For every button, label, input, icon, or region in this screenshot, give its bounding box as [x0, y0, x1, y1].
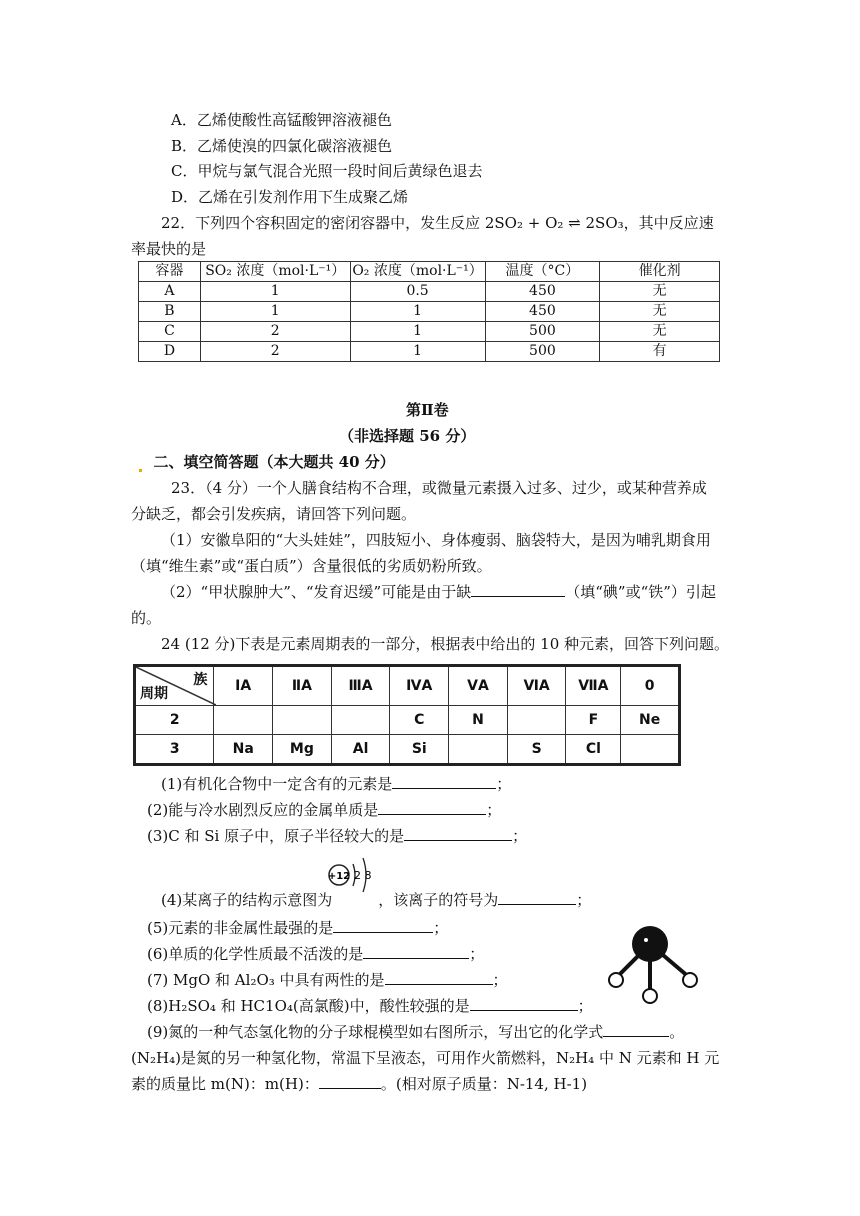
answer-blank[interactable] — [603, 1022, 669, 1037]
q23-intro-line2: 分缺乏，都会引发疾病，请回答下列问题。 — [131, 505, 417, 523]
table-cell: 1 — [350, 342, 485, 362]
table-cell: C — [139, 322, 201, 342]
answer-blank[interactable] — [498, 890, 576, 905]
table-cell: 450 — [485, 282, 600, 302]
group-header-row — [135, 666, 680, 706]
period-row — [135, 735, 680, 765]
q24-5-text: (5)元素的非金属性最强的是 — [147, 919, 334, 937]
element-cell — [273, 706, 332, 735]
q24-8-text: (8)H₂SO₄ 和 HC1O₄(高氯酸)中，酸性较强的是 — [147, 997, 470, 1015]
q24-intro: 24 (12 分)下表是元素周期表的一部分，根据表中给出的 10 种元素，回答下列问题。 — [161, 635, 730, 653]
header-cell: O₂ 浓度（mol·L⁻¹） — [350, 262, 485, 282]
group-header: ⅠA — [214, 666, 273, 706]
period-number: 3 — [135, 735, 214, 765]
q24-7-text: (7) MgO 和 Al₂O₃ 中具有两性的是 — [147, 971, 385, 989]
semicolon: ； — [576, 891, 592, 909]
table-row — [139, 342, 720, 362]
q24-1-text: (1)有机化合物中一定含有的元素是 — [161, 775, 393, 793]
answer-blank[interactable] — [319, 1074, 381, 1089]
element-cell — [214, 706, 273, 735]
semicolon: ； — [577, 997, 593, 1015]
group-label: 族 — [193, 672, 208, 688]
q24-8 — [147, 996, 593, 1016]
table-cell: 2 — [200, 342, 350, 362]
group-header: ⅦA — [566, 666, 621, 706]
q24-6 — [147, 944, 484, 964]
table-cell: 1 — [350, 322, 485, 342]
header-cell: 温度（°C） — [485, 262, 600, 282]
table-cell: 无 — [600, 322, 720, 342]
q24-9-line1 — [147, 1022, 684, 1042]
semicolon: ； — [433, 919, 449, 937]
table-cell: A — [139, 282, 201, 302]
period-number: 2 — [135, 706, 214, 735]
header-cell: 容器 — [139, 262, 201, 282]
part2-subtitle: （非选择题 56 分） — [339, 427, 476, 445]
element-cell: Si — [390, 735, 449, 765]
table-row — [139, 322, 720, 342]
table-cell: D — [139, 342, 201, 362]
semicolon: ； — [492, 971, 508, 989]
section-heading-text: 二、填空简答题（本大题共 40 分） — [153, 453, 395, 471]
table-row — [139, 282, 720, 302]
table-cell: 500 — [485, 322, 600, 342]
q24-4-text: (4)某离子的结构示意图为 — [161, 891, 333, 909]
option-c: C．甲烷与氯气混合光照一段时间后黄绿色退去 — [171, 162, 483, 180]
semicolon: ； — [512, 827, 528, 845]
periodic-table — [133, 664, 681, 766]
group-header: ⅢA — [331, 666, 390, 706]
corner-cell — [135, 666, 214, 706]
element-cell — [331, 706, 390, 735]
q24-2 — [147, 800, 501, 820]
answer-blank[interactable] — [363, 944, 469, 959]
group-header: ⅥA — [507, 666, 566, 706]
group-header: ⅤA — [449, 666, 508, 706]
table-cell: 500 — [485, 342, 600, 362]
q24-9-text-end: 。(相对原子质量：N-14, H-1) — [380, 1075, 588, 1093]
q24-5 — [147, 918, 448, 938]
group-header: ⅣA — [390, 666, 449, 706]
q24-1 — [161, 774, 511, 794]
q23-p1-line1: （1）安徽阜阳的“大头娃娃”，四肢短小、身体瘦弱、脑袋特大，是因为哺乳期食用 — [161, 531, 711, 549]
q23-p1-line2: （填“维生素”或“蛋白质”）含量很低的劣质奶粉所致。 — [131, 557, 492, 575]
q24-9-text: (9)氮的一种气态氢化物的分子球棍模型如右图所示，写出它的化学式 — [147, 1023, 604, 1041]
element-cell: Na — [214, 735, 273, 765]
table-cell: 有 — [600, 342, 720, 362]
period-mark: 。 — [669, 1023, 685, 1041]
header-cell: SO₂ 浓度（mol·L⁻¹） — [200, 262, 350, 282]
answer-blank[interactable] — [404, 826, 512, 841]
element-cell: Al — [331, 735, 390, 765]
table-cell: 2 — [200, 322, 350, 342]
element-cell — [449, 735, 508, 765]
q24-3 — [147, 826, 527, 846]
table-cell: 0.5 — [350, 282, 485, 302]
table-cell: 1 — [200, 302, 350, 322]
element-cell: C — [390, 706, 449, 735]
q23-p2-line1 — [161, 582, 716, 602]
answer-blank[interactable] — [471, 582, 565, 597]
table-cell: 无 — [600, 282, 720, 302]
q24-7 — [147, 970, 508, 990]
answer-blank[interactable] — [385, 970, 493, 985]
table-row — [139, 302, 720, 322]
semicolon: ； — [486, 801, 502, 819]
part2-title: 第Ⅱ卷 — [406, 401, 449, 419]
group-header: ⅡA — [273, 666, 332, 706]
nucleus-charge: +12 — [327, 871, 351, 882]
table-cell: 450 — [485, 302, 600, 322]
option-a: A．乙烯使酸性高锰酸钾溶液褪色 — [171, 111, 392, 129]
q24-9-line2: (N₂H₄)是氮的另一种氢化物，常温下呈液态，可用作火箭燃料，N₂H₄ 中 N 元素和 H 元 — [131, 1049, 720, 1067]
q24-9-text-line3: 素的质量比 m(N)：m(H)： — [131, 1075, 319, 1093]
element-cell — [507, 706, 566, 735]
q24-2-text: (2)能与冷水剧烈反应的金属单质是 — [147, 801, 379, 819]
element-cell: F — [566, 706, 621, 735]
shell-electrons: 2 8 — [354, 869, 372, 882]
q24-3-text: (3)C 和 Si 原子中，原子半径较大的是 — [147, 827, 405, 845]
marker-icon — [139, 469, 142, 472]
element-cell: N — [449, 706, 508, 735]
period-row — [135, 706, 680, 735]
answer-blank[interactable] — [333, 918, 433, 933]
q24-6-text: (6)单质的化学性质最不活泼的是 — [147, 945, 364, 963]
q22-table — [138, 261, 720, 362]
group-header: 0 — [621, 666, 680, 706]
q23-p2-text: （2）“甲状腺肿大”、“发育迟缓”可能是由于缺 — [161, 583, 472, 601]
q23-intro-line1: 23．（4 分）一个人膳食结构不合理，或微量元素摄入过多、过少，或某种营养成 — [171, 479, 707, 497]
q24-9-line3 — [131, 1074, 587, 1094]
q23-p2-text-end: （填“碘”或“铁”）引起 — [565, 583, 716, 601]
section-heading — [138, 452, 395, 472]
table-cell: 1 — [350, 302, 485, 322]
header-cell: 催化剂 — [600, 262, 720, 282]
element-cell: S — [507, 735, 566, 765]
element-cell: Mg — [273, 735, 332, 765]
q23-p2-line2: 的。 — [131, 609, 162, 627]
q24-4-text-end: ，该离子的符号为 — [378, 891, 499, 909]
answer-blank[interactable] — [392, 774, 496, 789]
semicolon: ； — [469, 945, 485, 963]
element-cell: Cl — [566, 735, 621, 765]
q22-stem-line1: 22．下列四个容积固定的密闭容器中，发生反应 2SO₂ + O₂ ⇌ 2SO₃，其中反应速 — [161, 214, 714, 232]
option-b: B．乙烯使溴的四氯化碳溶液褪色 — [171, 137, 393, 155]
table-header-row — [139, 262, 720, 282]
answer-blank[interactable] — [378, 800, 486, 815]
element-cell: Ne — [621, 706, 680, 735]
semicolon: ； — [496, 775, 512, 793]
q22-stem-line2: 率最快的是 — [131, 240, 207, 258]
element-cell — [621, 735, 680, 765]
answer-blank[interactable] — [470, 996, 578, 1011]
table-cell: B — [139, 302, 201, 322]
table-cell: 无 — [600, 302, 720, 322]
ammonia-model-icon — [600, 922, 704, 1012]
period-label: 周期 — [140, 686, 168, 702]
q24-4 — [161, 890, 591, 910]
table-cell: 1 — [200, 282, 350, 302]
option-d: D．乙烯在引发剂作用下生成聚乙烯 — [171, 188, 409, 206]
